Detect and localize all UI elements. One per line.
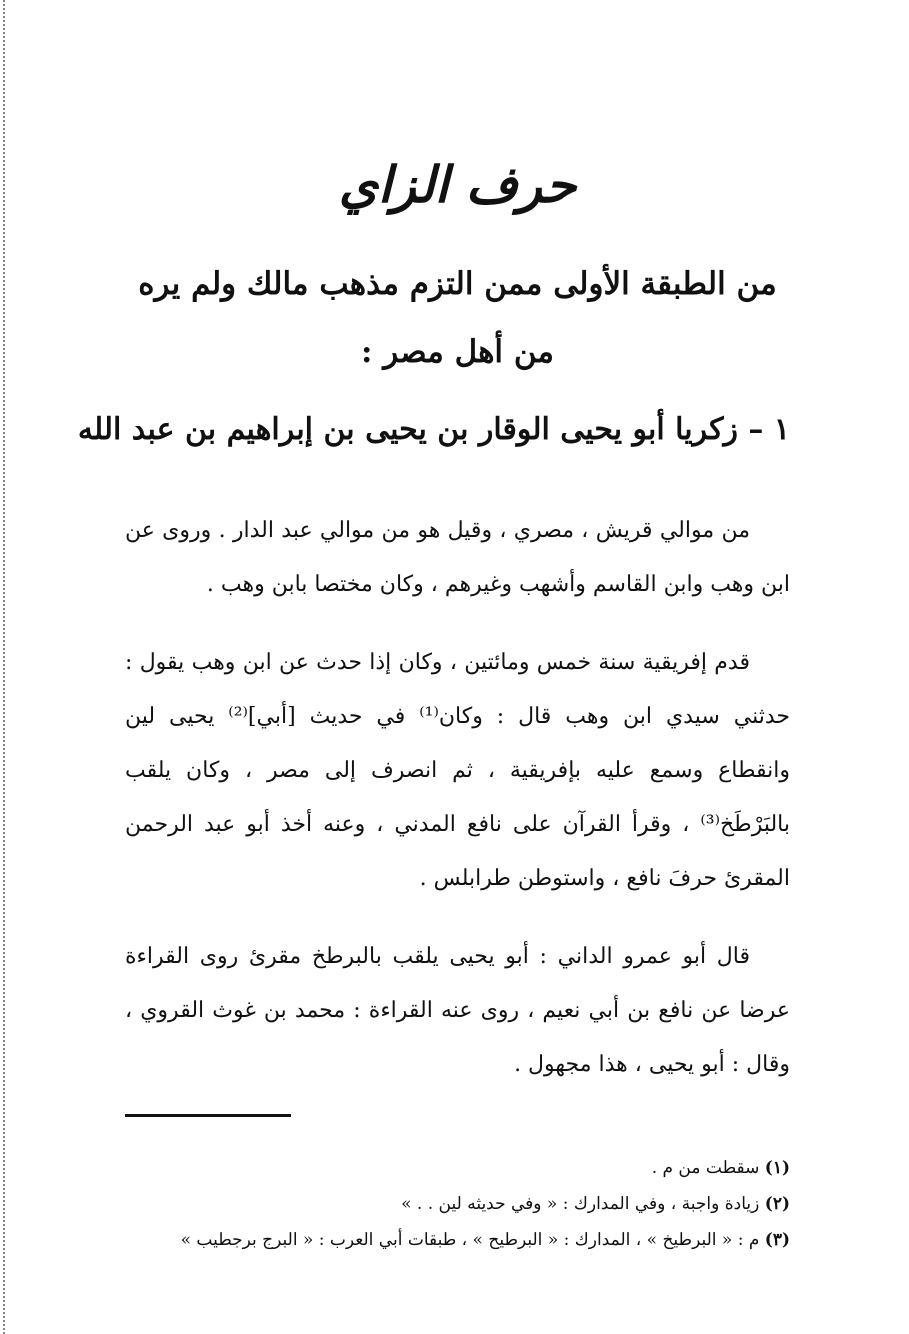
footnote-1-text: سقطت من م .: [651, 1158, 760, 1178]
footnote-3-text: م : « البرطيخ » ، المدارك : « البرطيح » ، طبقات أبي العرب : « البرج برجطيب »: [180, 1230, 760, 1250]
section-subtitle-line1: من الطبقة الأولى ممن التزم مذهب مالك ولم يره: [138, 266, 777, 302]
footnote-1-number: (١): [764, 1158, 790, 1178]
paragraph-2: [125, 636, 790, 906]
paragraph-2-text: قدم إفريقية سنة خمس ومائتين ، وكان إذا حدث عن ابن وهب يقول : حدثني سيدي ابن وهب قال : وكان⁽¹⁾ في حديث [أبي]⁽²⁾ يحيى لين وانقطاع وسمع عليه بإفريقية ، ثم انصرف إلى مصر ، وكان يلقب بالبَرْطَخ⁽³⁾ ، وقرأ القرآن على نافع المدني ، وعنه أخذ أبو عبد الرحمن المقرئ حرفَ نافع ، واستوطن طرابلس .: [125, 650, 790, 891]
paragraph-3: [125, 930, 790, 1092]
chapter-title: حرف الزاي: [338, 155, 577, 214]
entry-number: ١ –: [748, 412, 790, 447]
footnote-2-text: زيادة واجبة ، وفي المدارك : « وفي حديثه لين . . »: [401, 1194, 760, 1214]
footnote-2-number: (٢): [764, 1194, 790, 1214]
section-subtitle-line2: من أهل مصر :: [360, 334, 555, 370]
footnote-separator-rule: [125, 1114, 291, 1117]
paragraph-1-text: من موالي قريش ، مصري ، وقيل هو من موالي عبد الدار . وروى عن ابن وهب وابن القاسم وأشهب وغيرهم ، وكان مختصا بابن وهب .: [125, 518, 790, 597]
footnote-3: [125, 1222, 790, 1258]
entry-name: زكريا أبو يحيى الوقار بن يحيى بن إبراهيم بن عبد الله: [77, 412, 738, 447]
paragraph-3-text: قال أبو عمرو الداني : أبو يحيى يلقب بالبرطخ مقرئ روى القراءة عرضا عن نافع بن أبي نعيم ، روى عنه القراءة : محمد بن غوث القروي ، وقال : أبو يحيى ، هذا مجهول .: [125, 944, 790, 1077]
entry-heading: [77, 408, 790, 452]
footnote-2: [125, 1186, 790, 1222]
footnotes: [125, 1150, 790, 1258]
footnote-3-number: (٣): [764, 1230, 790, 1250]
page-edge-dotted-rule: [3, 0, 5, 1334]
paragraph-1: [125, 504, 790, 612]
footnote-1: [125, 1150, 790, 1186]
